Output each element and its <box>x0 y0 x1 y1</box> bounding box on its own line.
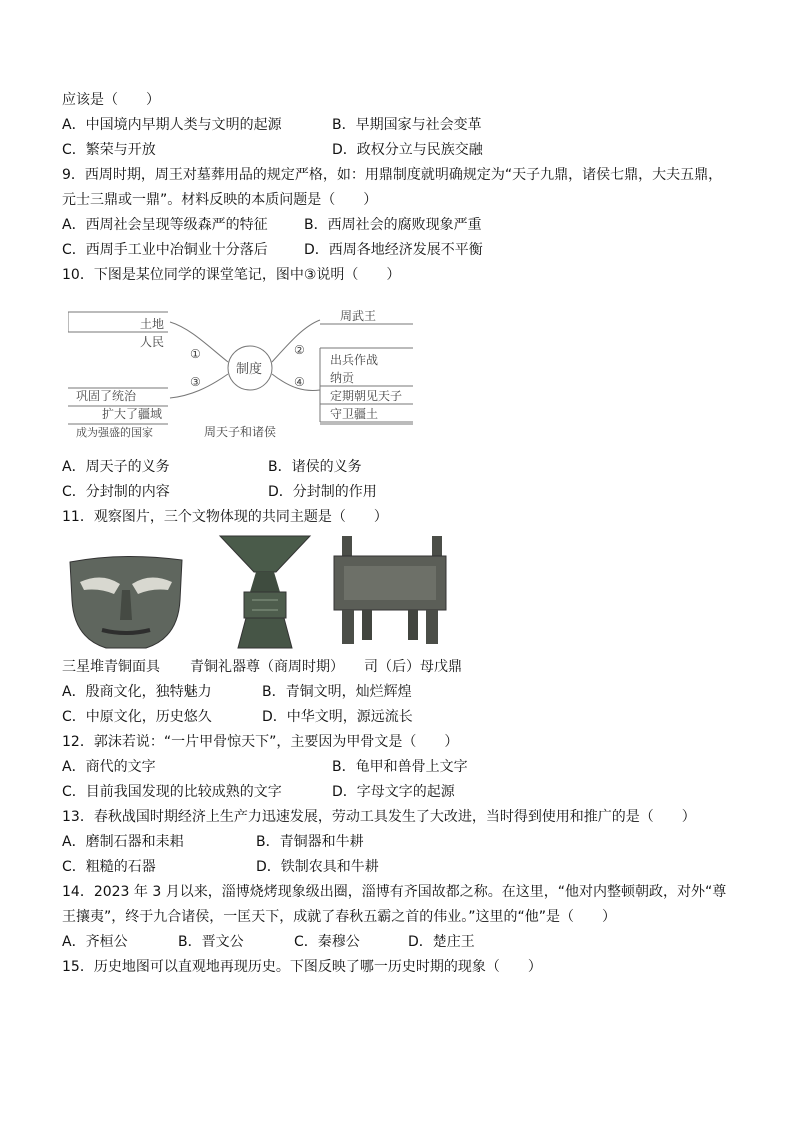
center-label: 制度 <box>236 362 263 377</box>
marker-4: ④ <box>294 375 305 389</box>
q11-option-a: A．殷商文化，独特魅力 <box>62 684 212 700</box>
diagram-caption: 周天子和诸侯 <box>204 425 277 439</box>
q8-option-c: C．繁荣与开放 <box>62 142 156 158</box>
artifact-caption-ding: 司（后）母戊鼎 <box>364 659 462 675</box>
q14-stem-2: 王攘夷”，终于九合诸侯，一匡天下，成就了春秋五霸之首的伟业。”这里的“他”是（ ） <box>62 909 617 925</box>
q9-option-d: D．西周各地经济发展不平衡 <box>304 242 483 258</box>
marker-3: ③ <box>190 375 201 389</box>
q10-option-b: B．诸侯的义务 <box>268 459 362 475</box>
artifact-caption-mask: 三星堆青铜面具 <box>62 659 160 675</box>
marker-1: ① <box>190 347 201 361</box>
feudal-system-diagram <box>68 296 418 444</box>
q13-stem: 13．春秋战国时期经济上生产力迅速发展，劳动工具发生了大改进，当时得到使用和推广的是（ ） <box>62 809 696 825</box>
q13-option-c: C．粗糙的石器 <box>62 859 156 875</box>
q10-option-c: C．分封制的内容 <box>62 484 170 500</box>
q8-tail: 应该是（ ） <box>62 92 160 108</box>
left-bottom-item: 扩大了疆域 <box>102 407 163 421</box>
q9-stem-2: 元士三鼎或一鼎”。材料反映的本质问题是（ ） <box>62 192 378 208</box>
q10-stem: 10．下图是某位同学的课堂笔记，图中③说明（ ） <box>62 267 401 283</box>
left-bottom-item: 巩固了统治 <box>76 389 137 403</box>
q14-option-d: D．楚庄王 <box>408 934 475 950</box>
q14-stem-1: 14．2023 年 3 月以来，淄博烧烤现象级出圈，淄博有齐国故都之称。在这里，“他对内整顿朝政，对外“尊 <box>62 884 727 900</box>
q8-option-a: A．中国境内早期人类与文明的起源 <box>62 117 282 133</box>
q9-stem-1: 9．西周时期，周王对墓葬用品的规定严格，如：用鼎制度就明确规定为“天子九鼎，诸侯七鼎，大夫五鼎， <box>62 167 723 183</box>
q8-option-b: B．早期国家与社会变革 <box>332 117 482 133</box>
q8-option-d: D．政权分立与民族交融 <box>332 142 483 158</box>
left-top-item: 人民 <box>140 335 165 349</box>
simuwu-ding-image <box>334 536 446 644</box>
q9-option-c: C．西周手工业中冶铜业十分落后 <box>62 242 268 258</box>
q11-option-d: D．中华文明，源远流长 <box>262 709 413 725</box>
q11-option-c: C．中原文化，历史悠久 <box>62 709 212 725</box>
left-top-item: 土地 <box>140 317 165 331</box>
q9-option-a: A．西周社会呈现等级森严的特征 <box>62 217 268 233</box>
q10-option-d: D．分封制的作用 <box>268 484 377 500</box>
marker-2: ② <box>294 343 305 357</box>
q14-option-b: B．晋文公 <box>178 934 244 950</box>
q11-option-b: B．青铜文明，灿烂辉煌 <box>262 684 412 700</box>
bronze-mask-image <box>70 556 182 648</box>
q12-option-a: A．商代的文字 <box>62 759 156 775</box>
q9-option-b: B．西周社会的腐败现象严重 <box>304 217 482 233</box>
q13-option-d: D．铁制农具和牛耕 <box>256 859 379 875</box>
q12-option-d: D．字母文字的起源 <box>332 784 455 800</box>
q14-option-a: A．齐桓公 <box>62 934 128 950</box>
q14-option-c: C．秦穆公 <box>294 934 360 950</box>
right-bottom-item: 守卫疆土 <box>330 407 379 421</box>
q12-option-c: C．目前我国发现的比较成熟的文字 <box>62 784 282 800</box>
right-bottom-item: 出兵作战 <box>330 353 379 367</box>
q12-option-b: B．龟甲和兽骨上文字 <box>332 759 468 775</box>
q11-stem: 11．观察图片，三个文物体现的共同主题是（ ） <box>62 509 388 525</box>
left-bottom-item: 成为强盛的国家 <box>76 426 153 439</box>
right-bottom-item: 定期朝见天子 <box>330 389 403 403</box>
q13-option-b: B．青铜器和牛耕 <box>256 834 364 850</box>
q13-option-a: A．磨制石器和耒耜 <box>62 834 184 850</box>
right-bottom-item: 纳贡 <box>330 371 355 385</box>
q15-stem: 15．历史地图可以直观地再现历史。下图反映了哪一历史时期的现象（ ） <box>62 959 542 975</box>
artifact-caption-zun: 青铜礼器尊（商周时期） <box>190 659 344 675</box>
right-top-item: 周武王 <box>340 309 377 323</box>
q12-stem: 12．郭沫若说：“一片甲骨惊天下”，主要因为甲骨文是（ ） <box>62 734 459 750</box>
q10-option-a: A．周天子的义务 <box>62 459 170 475</box>
artifact-images <box>62 530 482 655</box>
bronze-zun-image <box>220 536 310 648</box>
